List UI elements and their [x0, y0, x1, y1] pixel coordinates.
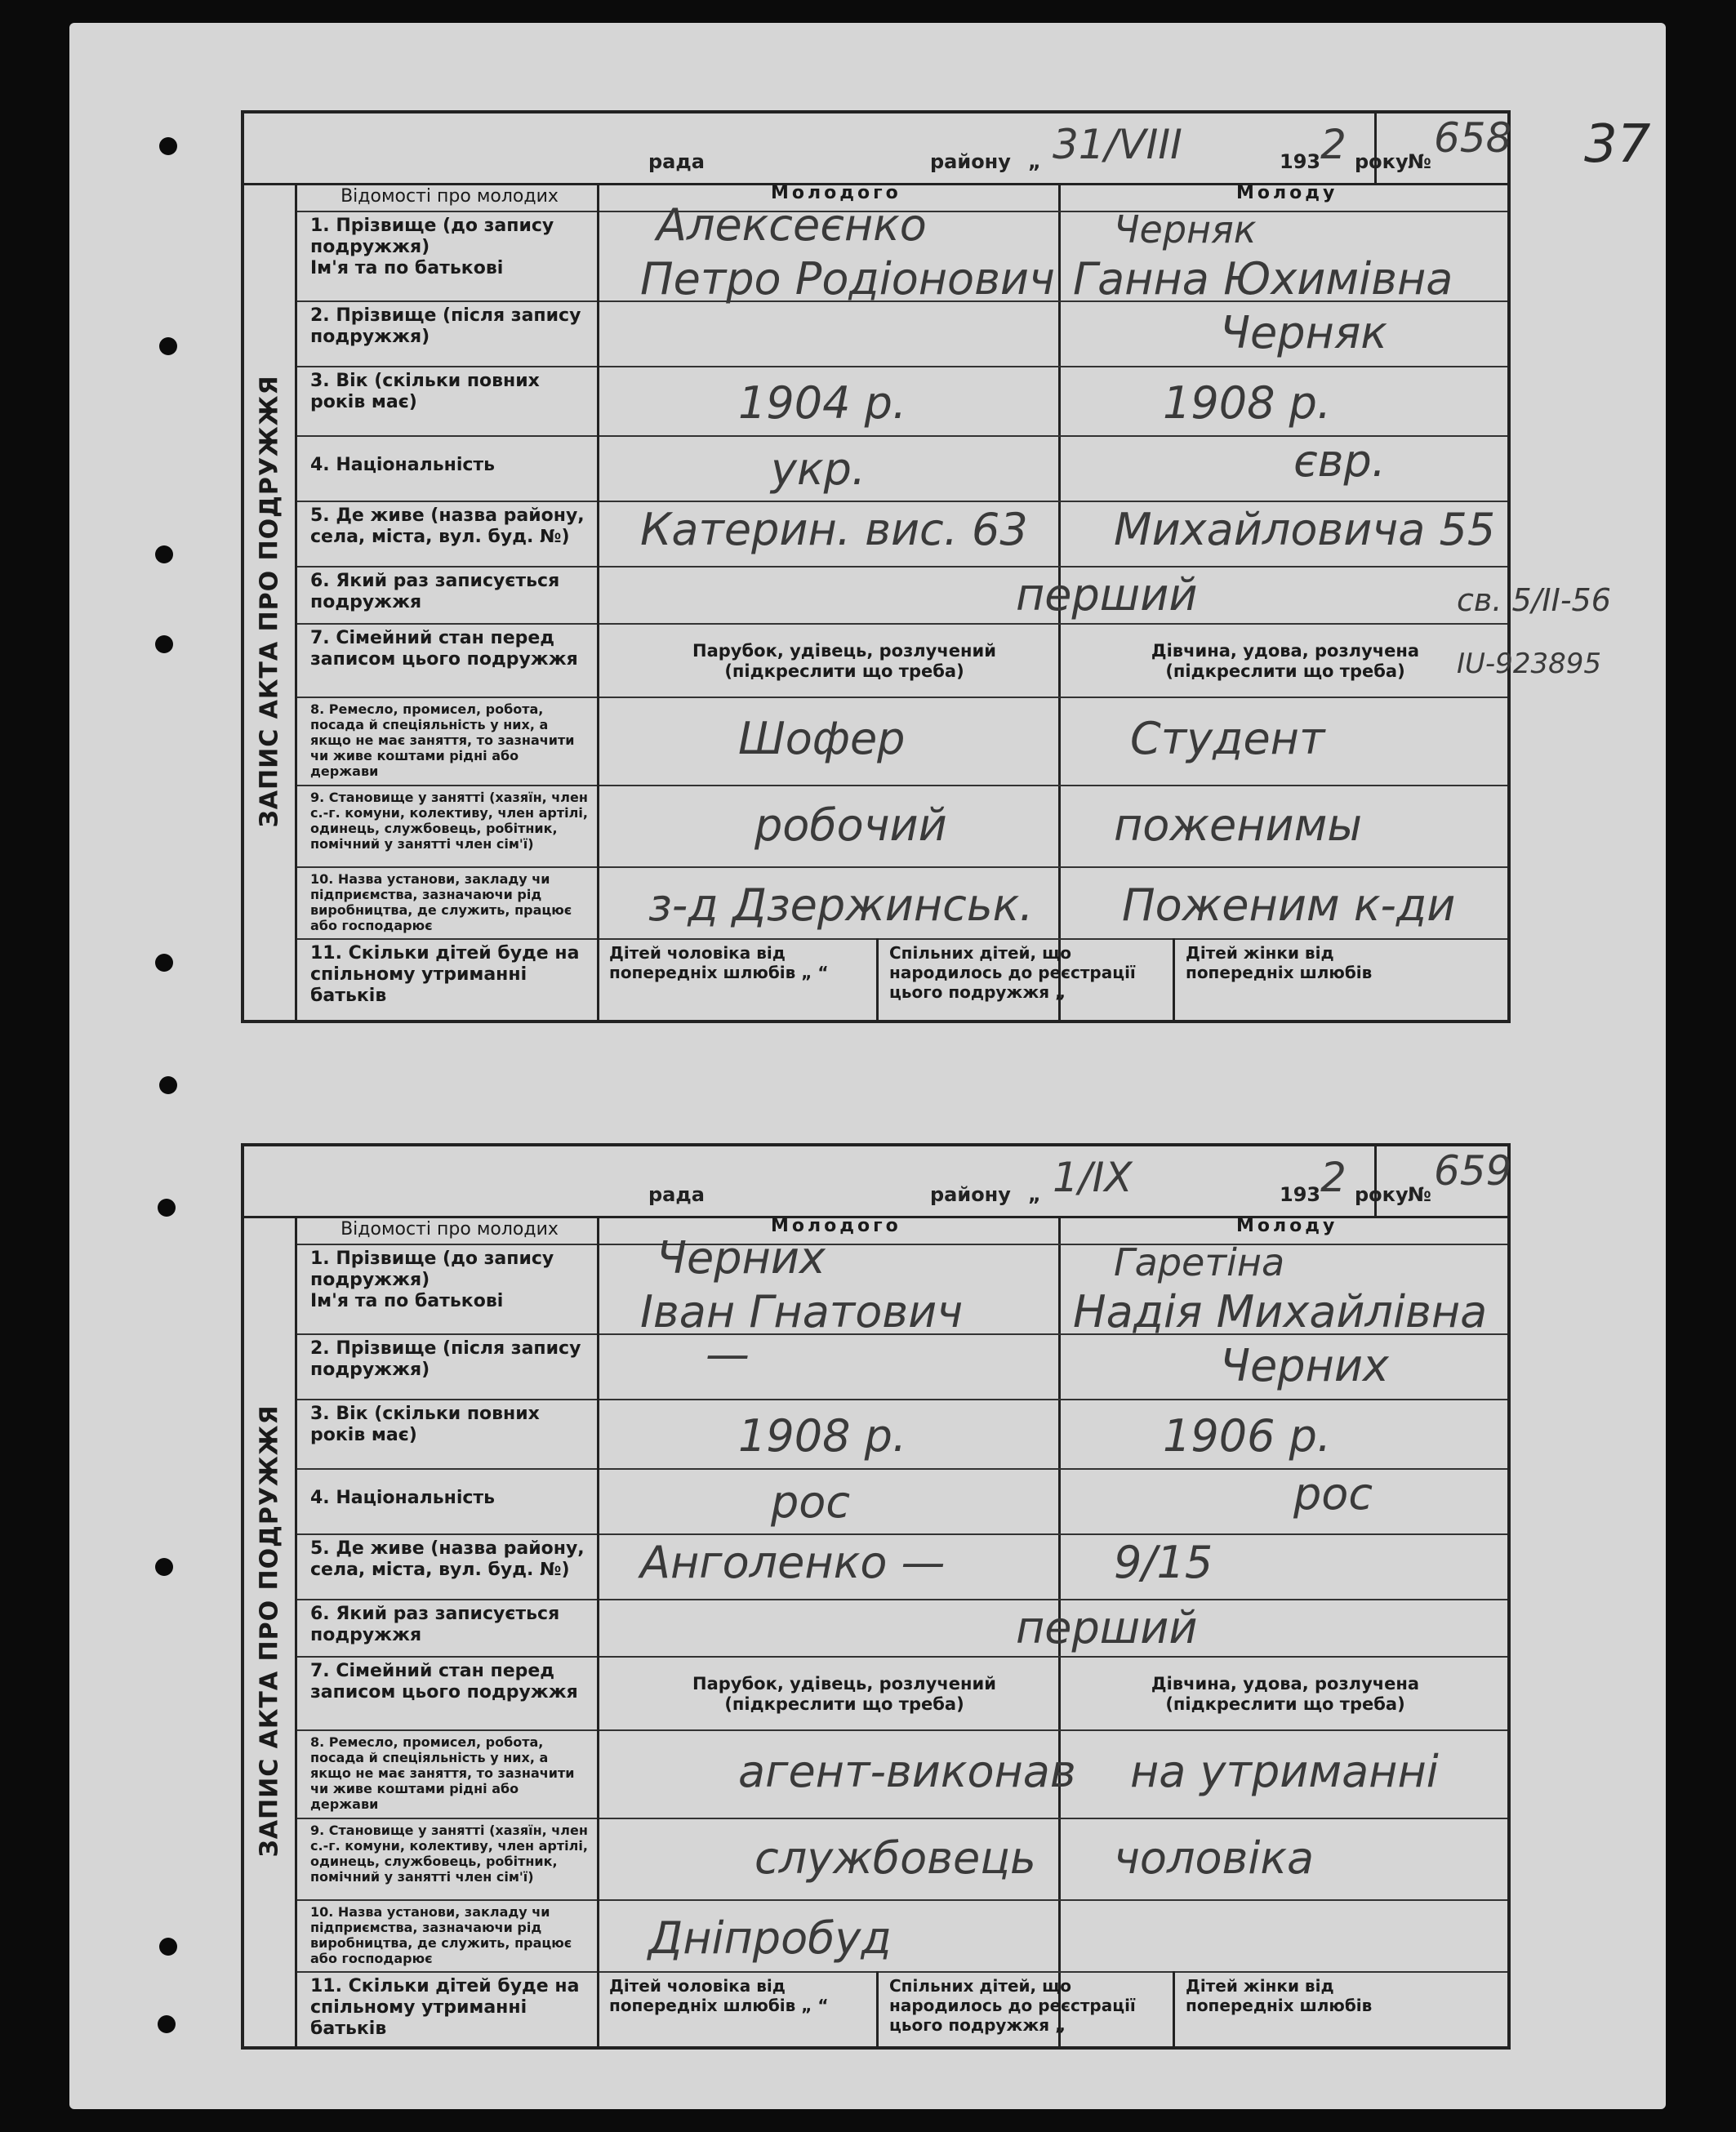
question-4: 4. Національність — [297, 1468, 599, 1533]
row-6 — [297, 1599, 1507, 1658]
marriage-record-form-1 — [241, 110, 1611, 1023]
groom-age: 1904 р. — [738, 377, 907, 429]
date-quote: „ — [1028, 150, 1041, 173]
bride-name: Ганна Юхимівна — [1073, 253, 1453, 305]
roku-label: року — [1355, 1183, 1409, 1206]
groom-address: Катерин. вис. 63 — [640, 504, 1028, 555]
column-header-row — [297, 1216, 1507, 1245]
margin-note-2: IU-923895 — [1457, 648, 1601, 680]
row-1 — [297, 1232, 1507, 1338]
marriage-record-form-2 — [241, 1143, 1511, 2050]
bride-status: чоловіка — [1114, 1832, 1315, 1884]
groom-status: робочий — [754, 799, 947, 851]
row-10 — [297, 1899, 1507, 1973]
punch-hole — [155, 1072, 180, 1097]
question-7: 7. Сімейний стан перед записом цього подружжя — [297, 1656, 599, 1729]
column-header-groom: Молодого — [771, 1216, 901, 1236]
punch-hole — [154, 2011, 179, 2036]
punch-hole — [151, 950, 176, 975]
row-2 — [297, 300, 1507, 367]
row-6 — [297, 566, 1611, 625]
column-header-bride: Молоду — [1236, 183, 1338, 203]
children-common: Спільних дітей, що народилось до реєстрації цього подружжя „ — [881, 1971, 1175, 2046]
times-married: перший — [1016, 569, 1198, 621]
question-9: 9. Становище у занятті (хазяїн, член с.-г. комуни, колективу, член артілі, одинець, службовець, робітник, помічний у занятті член сім'ї) — [297, 785, 599, 866]
question-2: 2. Прізвище (після запису подружжя) — [297, 1333, 599, 1399]
rayon-label: району — [930, 1183, 1011, 1206]
groom-name: Петро Родіонович — [640, 253, 1055, 305]
bride-status: поженимы — [1114, 799, 1362, 851]
question-11: 11. Скільки дітей буде на спільному утриманні батьків — [297, 938, 599, 1020]
question-8: 8. Ремесло, промисел, робота, посада й спеціяльність у них, а якщо не має заняття, то зазначити чи живе коштами рідні або держави — [297, 1729, 599, 1818]
row-3 — [297, 366, 1507, 437]
groom-age: 1908 р. — [738, 1410, 907, 1462]
row-8 — [297, 1729, 1507, 1819]
column-header-bride: Молоду — [1236, 1216, 1338, 1236]
punch-hole — [151, 631, 176, 657]
record-number-box — [1374, 113, 1512, 183]
groom-surname: Алексеєнко — [657, 199, 927, 251]
punch-hole — [151, 541, 176, 567]
question-9: 9. Становище у занятті (хазяїн, член с.-г. комуни, колективу, член артілі, одинець, службовець, робітник, помічний у занятті член сім'ї) — [297, 1818, 599, 1899]
record-number-box — [1374, 1146, 1512, 1216]
rada-label: рада — [648, 150, 705, 173]
row-9 — [297, 785, 1507, 868]
bride-address: Михайловича 55 — [1114, 504, 1496, 555]
punch-hole — [155, 133, 180, 158]
form-grid — [297, 1216, 1507, 2046]
groom-address: Анголенко — — [640, 1537, 946, 1588]
punch-hole — [151, 1554, 176, 1579]
rayon-label: району — [930, 150, 1011, 173]
roku-label: року — [1355, 150, 1409, 173]
children-wife: Дітей жінки від попередніх шлюбів — [1186, 943, 1373, 982]
question-10: 10. Назва установи, закладу чи підприємства, зазначаючи рід виробництва, де служить, працює або господарює — [297, 1899, 599, 1971]
children-husband: Дітей чоловіка від попередніх шлюбів „ “ — [601, 938, 879, 1020]
row-7 — [297, 623, 1601, 698]
year-prefix: 193 — [1280, 150, 1321, 173]
punch-hole — [155, 333, 180, 358]
bride-occupation: Студент — [1130, 713, 1325, 764]
groom-marital-options: Парубок, удівець, розлучений (підкреслити що треба) — [692, 1674, 996, 1714]
row-9 — [297, 1818, 1507, 1901]
bride-nationality: рос — [1293, 1468, 1373, 1520]
bride-nationality: євр. — [1293, 435, 1386, 487]
row-7 — [297, 1656, 1507, 1731]
bride-surname: Гаретіна — [1114, 1240, 1285, 1284]
bride-age: 1906 р. — [1163, 1410, 1332, 1462]
row-2 — [297, 1329, 1507, 1400]
question-8: 8. Ремесло, промисел, робота, посада й спеціяльність у них, а якщо не має заняття, то зазначити чи живе коштами рідні або держави — [297, 697, 599, 785]
row-10 — [297, 866, 1507, 940]
groom-occupation: агент-виконав — [738, 1746, 1076, 1797]
question-3: 3. Вік (скільки повних років має) — [297, 1399, 599, 1468]
record-number: 659 — [1434, 1147, 1512, 1195]
page-number: 37 — [1584, 114, 1651, 175]
bride-surname: Черняк — [1114, 207, 1257, 251]
side-title: ЗАПИС АКТА ПРО ПОДРУЖЖЯ — [244, 183, 297, 1020]
column-header-groom: Молодого — [771, 183, 901, 203]
groom-nationality: рос — [771, 1476, 851, 1528]
question-4: 4. Національність — [297, 435, 599, 501]
groom-marital-options: Парубок, удівець, розлучений (підкреслити що треба) — [692, 641, 996, 681]
row-3 — [297, 1399, 1507, 1470]
groom-surname: Черних — [657, 1232, 826, 1284]
question-3: 3. Вік (скільки повних років має) — [297, 366, 599, 435]
groom-nationality: укр. — [771, 443, 866, 495]
children-wife: Дітей жінки від попередніх шлюбів — [1186, 1976, 1373, 2015]
year-prefix: 193 — [1280, 1183, 1321, 1206]
rada-label: рада — [648, 1183, 705, 1206]
year-handwritten: 2 — [1320, 1154, 1347, 1201]
bride-marital-options: Дівчина, удова, розлучена (підкреслити що треба) — [1151, 1674, 1420, 1714]
bride-surname-after: Черняк — [1220, 307, 1387, 358]
form-header — [244, 1146, 1512, 1218]
groom-occupation: Шофер — [738, 713, 906, 764]
row-1 — [297, 199, 1507, 305]
question-1: 1. Прізвище (до запису подружжя) Ім'я та по батькові — [297, 211, 599, 300]
question-1: 1. Прізвище (до запису подружжя) Ім'я та по батькові — [297, 1244, 599, 1333]
times-married: перший — [1016, 1602, 1198, 1654]
year-handwritten: 2 — [1320, 121, 1347, 168]
row-8 — [297, 697, 1507, 786]
number-label: № — [1408, 1183, 1431, 1206]
question-10: 10. Назва установи, закладу чи підприємства, зазначаючи рід виробництва, де служить, працює або господарює — [297, 866, 599, 938]
bride-surname-after: Черних — [1220, 1340, 1389, 1391]
groom-surname-after: — — [706, 1329, 750, 1380]
children-husband: Дітей чоловіка від попередніх шлюбів „ “ — [601, 1971, 879, 2046]
punch-hole — [155, 1934, 180, 1959]
record-number: 658 — [1434, 114, 1512, 162]
bride-address: 9/15 — [1114, 1537, 1213, 1588]
bride-workplace: Поженим к-ди — [1122, 879, 1456, 931]
side-title: ЗАПИС АКТА ПРО ПОДРУЖЖЯ — [244, 1216, 297, 2046]
form-grid — [297, 183, 1611, 1020]
question-5: 5. Де живе (назва району, села, міста, вул. буд. №) — [297, 1533, 599, 1599]
column-header-left: Відомості про молодих — [297, 183, 599, 211]
question-6: 6. Який раз записується подружжя — [297, 566, 599, 623]
question-5: 5. Де живе (назва району, села, міста, вул. буд. №) — [297, 501, 599, 566]
question-6: 6. Який раз записується подружжя — [297, 1599, 599, 1656]
row-5 — [297, 1533, 1507, 1600]
punch-hole — [154, 1195, 179, 1220]
column-header-left: Відомості про молодих — [297, 1216, 599, 1244]
groom-name: Іван Гнатович — [640, 1286, 964, 1338]
date-handwritten: 1/IX — [1053, 1154, 1133, 1201]
row-4 — [297, 435, 1507, 502]
number-label: № — [1408, 150, 1431, 173]
bride-marital-options: Дівчина, удова, розлучена (підкреслити що треба) — [1151, 641, 1420, 681]
row-11 — [297, 1971, 1507, 2046]
question-11: 11. Скільки дітей буде на спільному утриманні батьків — [297, 1971, 599, 2046]
margin-note-1: св. 5/II-56 — [1457, 582, 1611, 618]
groom-workplace: з-д Дзержинськ. — [648, 879, 1034, 931]
question-7: 7. Сімейний стан перед записом цього подружжя — [297, 623, 599, 697]
form-header — [244, 113, 1512, 185]
bride-name: Надія Михайлівна — [1073, 1286, 1488, 1338]
bride-age: 1908 р. — [1163, 377, 1332, 429]
date-quote: „ — [1028, 1183, 1041, 1206]
row-11 — [297, 938, 1507, 1020]
groom-workplace: Дніпробуд — [648, 1912, 892, 1964]
question-2: 2. Прізвище (після запису подружжя) — [297, 300, 599, 366]
bride-occupation: на утриманні — [1130, 1746, 1439, 1797]
groom-status: службовець — [754, 1832, 1036, 1884]
row-5 — [297, 501, 1507, 567]
children-common: Спільних дітей, що народилось до реєстрації цього подружжя „ — [881, 938, 1175, 1020]
row-4 — [297, 1468, 1507, 1535]
date-handwritten: 31/VIII — [1053, 121, 1182, 168]
